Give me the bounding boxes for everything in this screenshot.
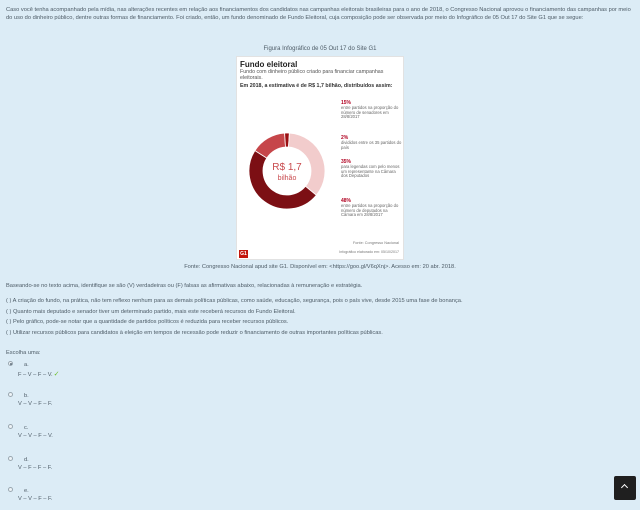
g1-logo: G1 bbox=[240, 251, 247, 257]
slice-label-15 bbox=[341, 100, 403, 120]
slice-text-48: entre partidos na proporção do número de deputados na Câmara em 28/8/2017 bbox=[341, 203, 399, 218]
option-e-radio[interactable] bbox=[8, 487, 13, 492]
slice-text-35: para legendas com pelo menos um representante na Câmara dos Deputados bbox=[341, 164, 400, 179]
slice-label-48 bbox=[341, 198, 403, 218]
option-c-letter: c. bbox=[24, 425, 29, 431]
option-e[interactable] bbox=[8, 487, 208, 509]
statement-3: ( ) Pelo gráfico, pode-se notar que a quantidade de partidos políticos é reduzida para receber recursos públicos. bbox=[6, 319, 289, 325]
infographic-title: Fundo eleitoral bbox=[240, 60, 298, 69]
question-text: Baseando-se no texto acima, identifique se são (V) verdadeiras ou (F) falsas as afirmativas abaixo, relacionadas à remuneração e estratégia. bbox=[6, 283, 363, 289]
option-d[interactable] bbox=[8, 456, 208, 478]
slice-pct-15: 15% bbox=[341, 100, 352, 106]
slice-pct-2: 2% bbox=[341, 135, 349, 141]
option-b-text: V – V – F – F. bbox=[18, 401, 53, 407]
option-e-letter: e. bbox=[24, 488, 29, 494]
infographic-credit: Infográfico elaborado em: 05/10/2017 bbox=[339, 250, 399, 254]
option-d-letter: d. bbox=[24, 457, 29, 463]
option-c-radio[interactable] bbox=[8, 424, 13, 429]
slice-pct-48: 48% bbox=[341, 198, 352, 204]
statement-2: ( ) Quanto mais deputado e senador tiver um determinado partido, mais este receberá recursos do Fundo Eleitoral. bbox=[6, 308, 296, 315]
option-e-text: V – V – F – F. bbox=[18, 496, 53, 502]
infographic-lead: Em 2018, a estimativa é de R$ 1,7 bilhão, distribuídos assim: bbox=[240, 83, 393, 89]
option-a-letter: a. bbox=[24, 362, 29, 368]
choose-label: Escolha uma: bbox=[6, 350, 41, 356]
option-a-text-wrap bbox=[18, 370, 59, 378]
option-b[interactable] bbox=[8, 392, 208, 414]
infographic bbox=[236, 56, 404, 260]
infographic-source: Fonte: Congresso Nacional bbox=[352, 241, 399, 245]
statement-1: ( ) A criação do fundo, na prática, não tem reflexo nenhum para as demais políticas públicas, como saúde, educação, segurança, pois o país vive, desde 2015 uma fase de bonança. bbox=[6, 298, 463, 304]
option-b-radio[interactable] bbox=[8, 392, 13, 397]
intro-paragraph: Caso você tenha acompanhado pela mídia, nas alterações recentes em relação aos financiamentos dos candidatos nas campanhas eleitorais brasileiras para o ano de 2018, o Congresso Nacional aprovou o financiamento das campanhas por meio do uso do dinheiro público, dentre outras formas de financiamento. Foi criado, então, um fundo denominado de Fundo Eleitoral, cuja composição pode ser observada por meio do Infográfico de 05 Out 17 do Site G1 que se segue: bbox=[6, 7, 631, 22]
option-a-radio[interactable] bbox=[8, 361, 13, 366]
figure-title: Figura Infográfico de 05 Out 17 do Site G1 bbox=[263, 46, 377, 52]
figure-source: Fonte: Congresso Nacional apud site G1. Disponível em: <https://goo.gl/V6qXnj>. Acesso em: 20 abr. 2018. bbox=[184, 264, 456, 270]
slice-pct-35: 35% bbox=[341, 159, 352, 165]
check-icon: ✓ bbox=[53, 371, 60, 378]
slice-label-2 bbox=[341, 135, 403, 150]
option-c-text: V – V – F – V. bbox=[18, 433, 53, 439]
option-a[interactable] bbox=[8, 361, 208, 383]
statement-4: ( ) Utilizar recursos públicos para candidatos à eleição em tempos de recessão pode reduzir o financiamento de outras importantes políticas públicas. bbox=[6, 329, 383, 336]
donut-chart bbox=[243, 127, 331, 215]
slice-text-15: entre partidos na proporção do número de senadores em 28/8/2017 bbox=[341, 105, 399, 120]
option-d-radio[interactable] bbox=[8, 456, 13, 461]
option-b-letter: b. bbox=[24, 393, 29, 399]
slice-text-2: divididos entre os 35 partidos do país bbox=[341, 140, 402, 150]
option-c[interactable] bbox=[8, 424, 208, 446]
statements-list bbox=[6, 296, 634, 338]
option-a-text: F – V – F – V. bbox=[18, 372, 53, 378]
scroll-top-button[interactable] bbox=[614, 476, 636, 500]
infographic-subtitle: Fundo com dinheiro público criado para financiar campanhas eleitorais. bbox=[240, 69, 384, 81]
slice-label-35 bbox=[341, 159, 403, 179]
option-d-text: V – F – F – F. bbox=[18, 465, 53, 471]
donut-center-unit: bilhão bbox=[277, 175, 297, 182]
donut-center-value: R$ 1,7 bbox=[272, 162, 302, 173]
